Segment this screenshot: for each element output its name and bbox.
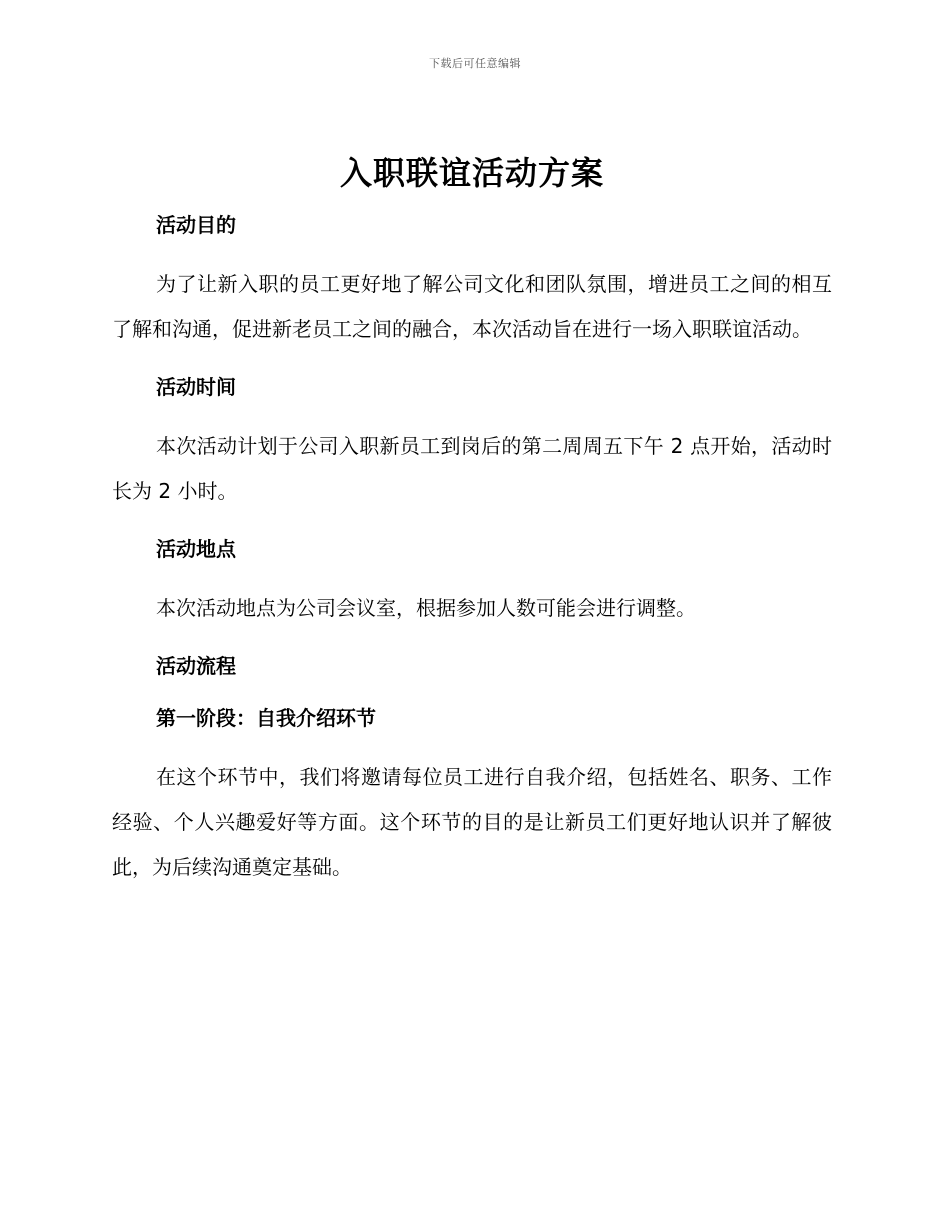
section-body-stage1: 在这个环节中，我们将邀请每位员工进行自我介绍，包括姓名、职务、工作经验、个人兴趣爱好等方面。这个环节的目的是让新员工们更好地认识并了解彼此，为后续沟通奠定基础。 [112,765,832,879]
section-body-purpose: 为了让新入职的员工更好地了解公司文化和团队氛围，增进员工之间的相互了解和沟通，促进新老员工之间的融合，本次活动旨在进行一场入职联谊活动。 [112,272,832,341]
section-heading-location: 活动地点 [156,537,236,561]
section-heading-process: 活动流程 [156,654,236,678]
section-body-time: 本次活动计划于公司入职新员工到岗后的第二周周五下午 2 点开始，活动时长为 2 小时。 [112,434,832,503]
section-heading-stage1: 第一阶段：自我介绍环节 [156,706,376,730]
header-note: 下载后可任意编辑 [429,57,521,70]
document-content [112,150,832,890]
section-heading-time: 活动时间 [156,375,236,399]
section-heading-purpose: 活动目的 [156,213,236,237]
document-title: 入职联谊活动方案 [339,154,604,192]
section-body-location: 本次活动地点为公司会议室，根据参加人数可能会进行调整。 [156,596,696,620]
